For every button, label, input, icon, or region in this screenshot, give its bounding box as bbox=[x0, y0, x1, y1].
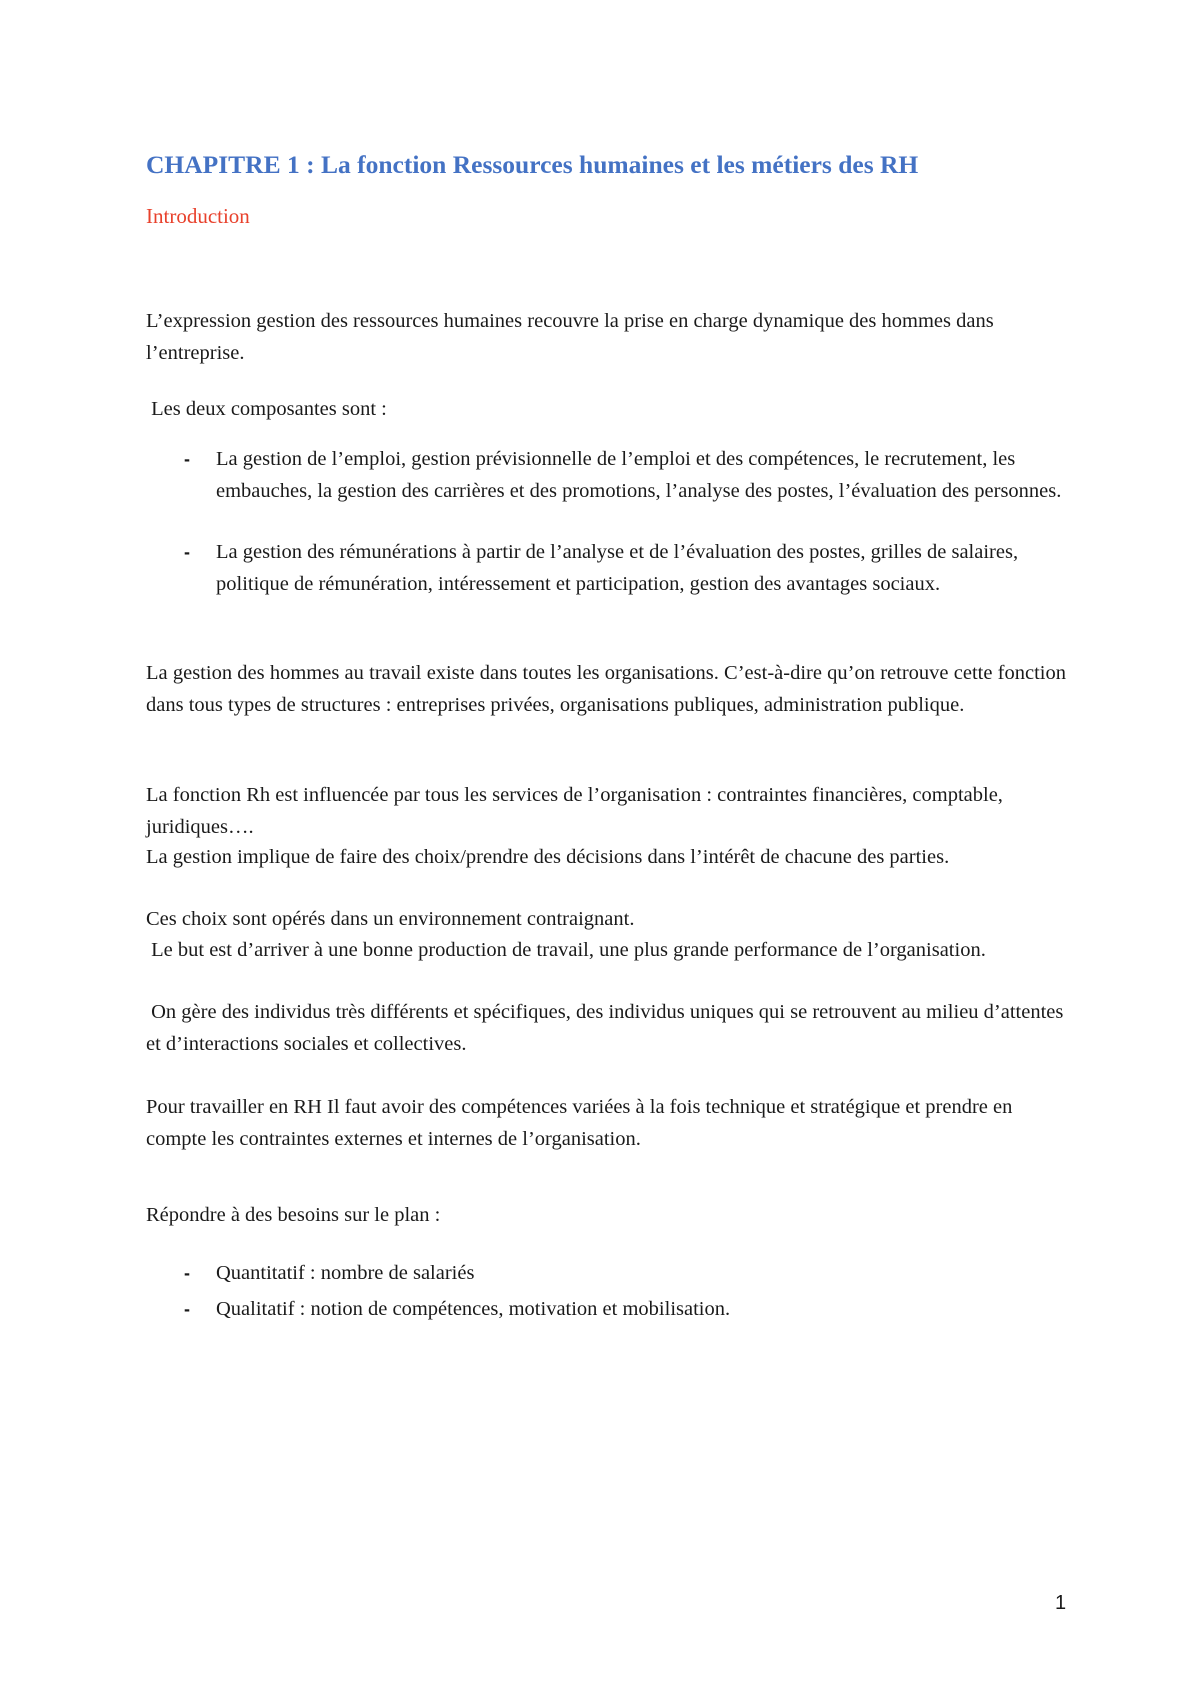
list-item bbox=[146, 444, 1066, 507]
paragraph-definition: L’expression gestion des ressources humaines recouvre la prise en charge dynamique des hommes dans l’entreprise. bbox=[146, 310, 994, 364]
paragraph-needs: Répondre à des besoins sur le plan : bbox=[146, 1204, 441, 1226]
chapter-title: CHAPITRE 1 : La fonction Ressources humaines et les métiers des RH bbox=[146, 150, 919, 179]
list-item-text: La gestion de l’emploi, gestion prévisionnelle de l’emploi et des compétences, le recrutement, les embauches, la gestion des carrières et des promotions, l’analyse des postes, l’évaluation des personnes. bbox=[216, 448, 1062, 502]
paragraph-influences: La fonction Rh est influencée par tous les services de l’organisation : contraintes financières, comptable, juridiques…. bbox=[146, 784, 1003, 838]
paragraph-environment: Ces choix sont opérés dans un environnement contraignant. bbox=[146, 908, 635, 930]
list-item-text: La gestion des rémunérations à partir de l’analyse et de l’évaluation des postes, grilles de salaires, politique de rémunération, intéressement et participation, gestion des avantages sociaux. bbox=[216, 541, 1019, 595]
bullet-dash: - bbox=[184, 542, 190, 562]
paragraph-organisations: La gestion des hommes au travail existe dans toutes les organisations. C’est-à-dire qu’on retrouve cette fonction dans tous types de structures : entreprises privées, organisations publiques, administration publique. bbox=[146, 662, 1066, 716]
paragraph-individuals: On gère des individus très différents et spécifiques, des individus uniques qui se retrouvent au milieu d’attentes et d’interactions sociales et collectives. bbox=[146, 1001, 1069, 1055]
list-item-text: Quantitatif : nombre de salariés bbox=[216, 1262, 475, 1284]
section-heading-introduction: Introduction bbox=[146, 204, 250, 228]
list-item bbox=[146, 1258, 1066, 1290]
paragraph-competences: Pour travailler en RH Il faut avoir des compétences variées à la fois technique et stratégique et prendre en compte les contraintes externes et internes de l’organisation. bbox=[146, 1096, 1013, 1150]
bullet-dash: - bbox=[184, 1299, 190, 1319]
bullet-dash: - bbox=[184, 1263, 190, 1283]
page-number: 1 bbox=[1055, 1592, 1067, 1614]
bullet-dash: - bbox=[184, 449, 190, 469]
list-item bbox=[146, 537, 1066, 600]
paragraph-components-intro: Les deux composantes sont : bbox=[146, 398, 387, 420]
list-item bbox=[146, 1294, 1066, 1326]
paragraph-choices: La gestion implique de faire des choix/prendre des décisions dans l’intérêt de chacune des parties. bbox=[146, 846, 950, 868]
list-item-text: Qualitatif : notion de compétences, motivation et mobilisation. bbox=[216, 1298, 731, 1320]
paragraph-goal: Le but est d’arriver à une bonne production de travail, une plus grande performance de l’organisation. bbox=[146, 939, 986, 961]
